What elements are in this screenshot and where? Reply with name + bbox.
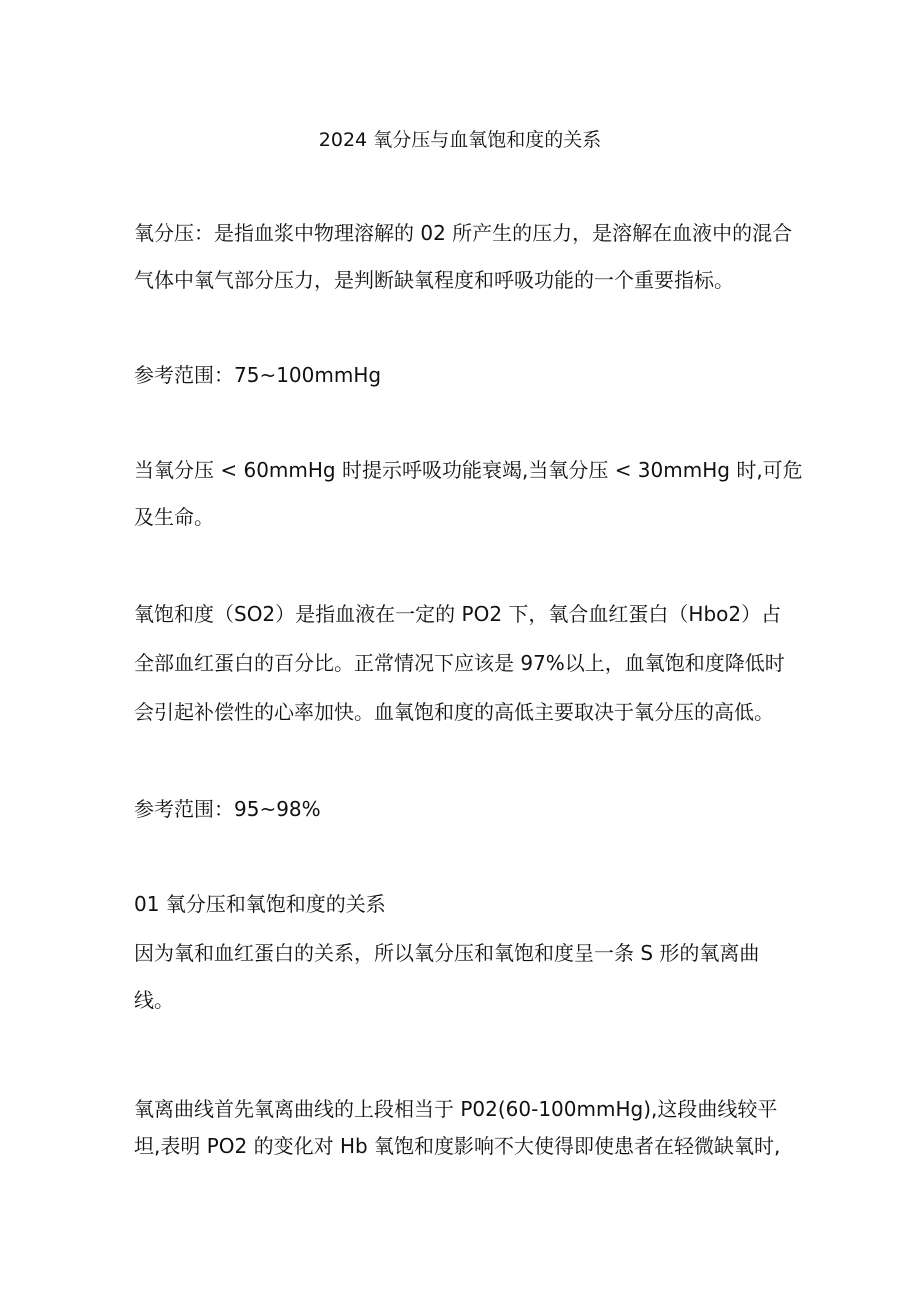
paragraph-oxygen-partial-pressure-line-1: 氧分压：是指血浆中物理溶解的 02 所产生的压力，是溶解在血液中的混合 [134, 221, 793, 245]
paragraph-threshold-line-1: 当氧分压 < 60mmHg 时提示呼吸功能衰竭,当氧分压 < 30mmHg 时,可危 [134, 458, 803, 482]
paragraph-s-curve-line-1: 因为氧和血红蛋白的关系，所以氧分压和氧饱和度呈一条 S 形的氧离曲 [134, 941, 760, 965]
paragraph-oxygen-partial-pressure-line-2: 气体中氧气部分压力，是判断缺氧程度和呼吸功能的一个重要指标。 [134, 268, 734, 292]
reference-range-partial-pressure: 参考范围：75~100mmHg [134, 363, 382, 387]
paragraph-dissociation-curve-line-2: 坦,表明 PO2 的变化对 Hb 氧饱和度影响不大使得即使患者在轻微缺氧时, [134, 1134, 781, 1158]
paragraph-dissociation-curve-line-1: 氧离曲线首先氧离曲线的上段相当于 P02(60-100mmHg),这段曲线较平 [134, 1097, 778, 1121]
paragraph-oxygen-saturation-line-1: 氧饱和度（SO2）是指血液在一定的 PO2 下，氧合血红蛋白（Hbo2）占 [134, 602, 782, 626]
reference-range-saturation: 参考范围：95~98% [134, 797, 321, 821]
document-title: 2024 氧分压与血氧饱和度的关系 [318, 129, 602, 151]
paragraph-oxygen-saturation-line-2: 全部血红蛋白的百分比。正常情况下应该是 97%以上，血氧饱和度降低时 [134, 651, 785, 675]
paragraph-oxygen-saturation-line-3: 会引起补偿性的心率加快。血氧饱和度的高低主要取决于氧分压的高低。 [134, 700, 774, 724]
paragraph-threshold-line-2: 及生命。 [134, 505, 214, 529]
section-heading: 01 氧分压和氧饱和度的关系 [134, 892, 386, 916]
paragraph-s-curve-line-2: 线。 [134, 988, 174, 1012]
